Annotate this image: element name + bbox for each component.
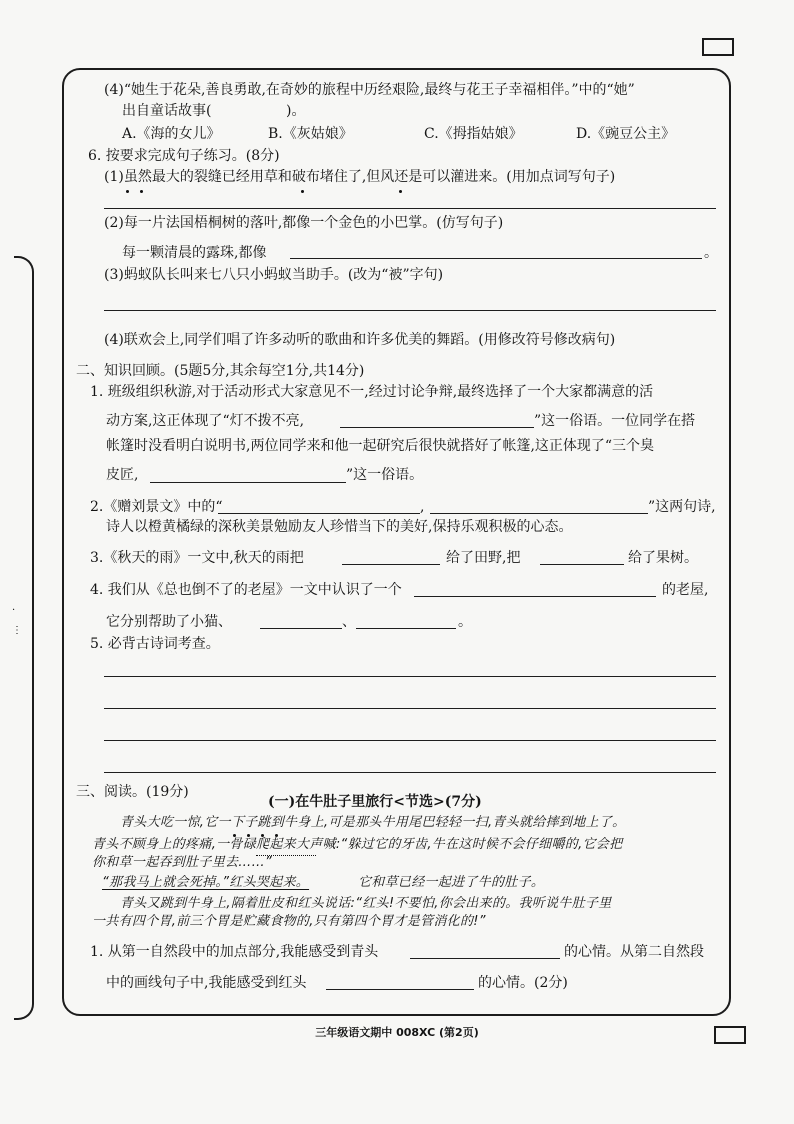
passage-p4a: 青头又跳到牛身上,隔着肚皮和红头说话:“红头!不要怕,你会出来的。我听说牛肚子里	[120, 896, 612, 911]
answer-blank[interactable]	[410, 958, 560, 959]
q5-4-option-c: C.《拇指姑娘》	[424, 126, 523, 142]
s2-q4-c: 它分别帮助了小猫、	[106, 614, 232, 630]
s2-q1-line2a: 动方案,这正体现了“灯不拨不亮,	[106, 413, 305, 429]
s3-q1-b: 的心情。从第二自然段	[564, 944, 704, 960]
q6-s4: (4)联欢会上,同学们唱了许多动听的歌曲和许多优美的舞蹈。(用修改符号修改病句)	[104, 332, 616, 348]
passage-p2a: 青头不顾身上的疼痛,一骨碌爬起来大声喊:“躲过它的牙齿,牛在这时候不会仔细嚼的,它会把	[92, 837, 623, 852]
s2-q2-line1b: ,	[420, 499, 425, 515]
passage-p3-rest: 它和草已经一起进了牛的肚子。	[358, 875, 545, 890]
emphasis-dot	[140, 190, 143, 193]
answer-blank[interactable]	[540, 564, 624, 565]
answer-blank[interactable]	[340, 427, 534, 428]
q5-4-line2-end: )。	[286, 103, 306, 119]
page-footer: 三年级语文期中 008XC (第2页)	[315, 1026, 479, 1039]
s2-q3-b: 给了田野,把	[446, 550, 521, 566]
s3-q1-a: 1. 从第一自然段中的加点部分,我能感受到青头	[90, 944, 379, 960]
section3-title: 三、阅读。(19分)	[76, 784, 189, 800]
answer-line[interactable]	[104, 676, 716, 677]
answer-blank[interactable]	[326, 989, 474, 990]
answer-blank[interactable]	[430, 513, 648, 514]
q6-s1: (1)虽然最大的裂缝已经用草和破布堵住了,但风还是可以灌进来。(用加点词写句子)	[104, 169, 616, 185]
answer-blank[interactable]	[218, 513, 420, 514]
answer-blank[interactable]	[290, 258, 702, 259]
s3-q1-c: 中的画线句子中,我能感受到红头	[106, 975, 307, 991]
answer-line[interactable]	[104, 772, 716, 773]
s2-q1-line2b: ”这一俗语。一位同学在搭	[534, 413, 696, 429]
q6-s2-end: 。	[704, 245, 718, 261]
binding-margin-bracket	[14, 256, 34, 1020]
q5-4-option-a: A.《海的女儿》	[122, 126, 221, 142]
q5-4-line1: (4)“她生于花朵,善良勇敢,在奇妙的旅程中历经艰险,最终与花王子幸福相伴。”中的“她”	[104, 82, 635, 98]
s3-q1-d: 的心情。(2分)	[478, 975, 568, 991]
passage-p2b: 你和草一起吞到肚子里去……”	[92, 855, 272, 870]
answer-line[interactable]	[104, 208, 716, 209]
s2-q4-e: 。	[458, 614, 472, 630]
emphasis-dot	[301, 190, 304, 193]
s2-q4-b: 的老屋,	[662, 582, 709, 598]
s2-q2-line2: 诗人以橙黄橘绿的深秋美景勉励友人珍惜当下的美好,保持乐观积极的心态。	[106, 519, 573, 535]
s2-q3-a: 3.《秋天的雨》一文中,秋天的雨把	[90, 550, 304, 566]
answer-blank[interactable]	[414, 596, 656, 597]
emphasis-dot	[399, 190, 402, 193]
q6-s3: (3)蚂蚁队长叫来七八只小蚂蚁当助手。(改为“被”字句)	[104, 267, 444, 283]
answer-line[interactable]	[104, 740, 716, 741]
s2-q1-line4b: ”这一俗语。	[346, 467, 424, 483]
q6-s2: (2)每一片法国梧桐树的落叶,都像一个金色的小巴掌。(仿写句子)	[104, 215, 504, 231]
passage-title: (一)在牛肚子里旅行<节选>(7分)	[268, 794, 482, 810]
q5-4-option-d: D.《豌豆公主》	[576, 126, 676, 142]
q5-4-line2: 出自童话故事(	[122, 103, 212, 119]
section2-title: 二、知识回顾。(5题5分,其余每空1分,共14分)	[76, 363, 365, 379]
answer-line[interactable]	[104, 310, 716, 311]
emphasis-dot	[126, 190, 129, 193]
passage-p4b: 一共有四个胃,前三个胃是贮藏食物的,只有第四个胃才是管消化的!”	[92, 914, 486, 929]
q6-s2-prompt: 每一颗清晨的露珠,都像	[122, 245, 267, 261]
passage-p3-underlined: “那我马上就会死掉。”红头哭起来。	[102, 875, 310, 890]
s2-q3-c: 给了果树。	[628, 550, 698, 566]
s2-q2-line1a: 2.《赠刘景文》中的“	[90, 499, 223, 515]
corner-box-top	[702, 38, 734, 56]
answer-line[interactable]	[104, 708, 716, 709]
passage-p1: 青头大吃一惊,它一下子跳到牛身上,可是那头牛用尾巴轻轻一扫,青头就给摔到地上了。	[120, 815, 626, 830]
answer-blank[interactable]	[150, 482, 346, 483]
s2-q5: 5. 必背古诗词考查。	[90, 636, 220, 652]
binding-margin-dots: · ⋮	[12, 605, 22, 636]
s2-q1-line4a: 皮匠,	[106, 467, 139, 483]
answer-blank[interactable]	[260, 628, 342, 629]
q5-4-option-b: B.《灰姑娘》	[268, 126, 353, 142]
s2-q4-a: 4. 我们从《总也倒不了的老屋》一文中认识了一个	[90, 582, 402, 598]
q6-title: 6. 按要求完成句子练习。(8分)	[88, 148, 280, 164]
s2-q4-d: 、	[342, 614, 356, 630]
answer-blank[interactable]	[356, 628, 456, 629]
answer-blank[interactable]	[342, 564, 440, 565]
s2-q1-line3: 帐篷时没看明白说明书,两位同学来和他一起研究后很快就搭好了帐篷,这正体现了“三个臭	[106, 438, 655, 454]
s2-q2-line1c: ”这两句诗,	[648, 499, 716, 515]
s2-q1-line1: 1. 班级组织秋游,对于活动形式大家意见不一,经过讨论争辩,最终选择了一个大家都满意的活	[90, 384, 654, 400]
